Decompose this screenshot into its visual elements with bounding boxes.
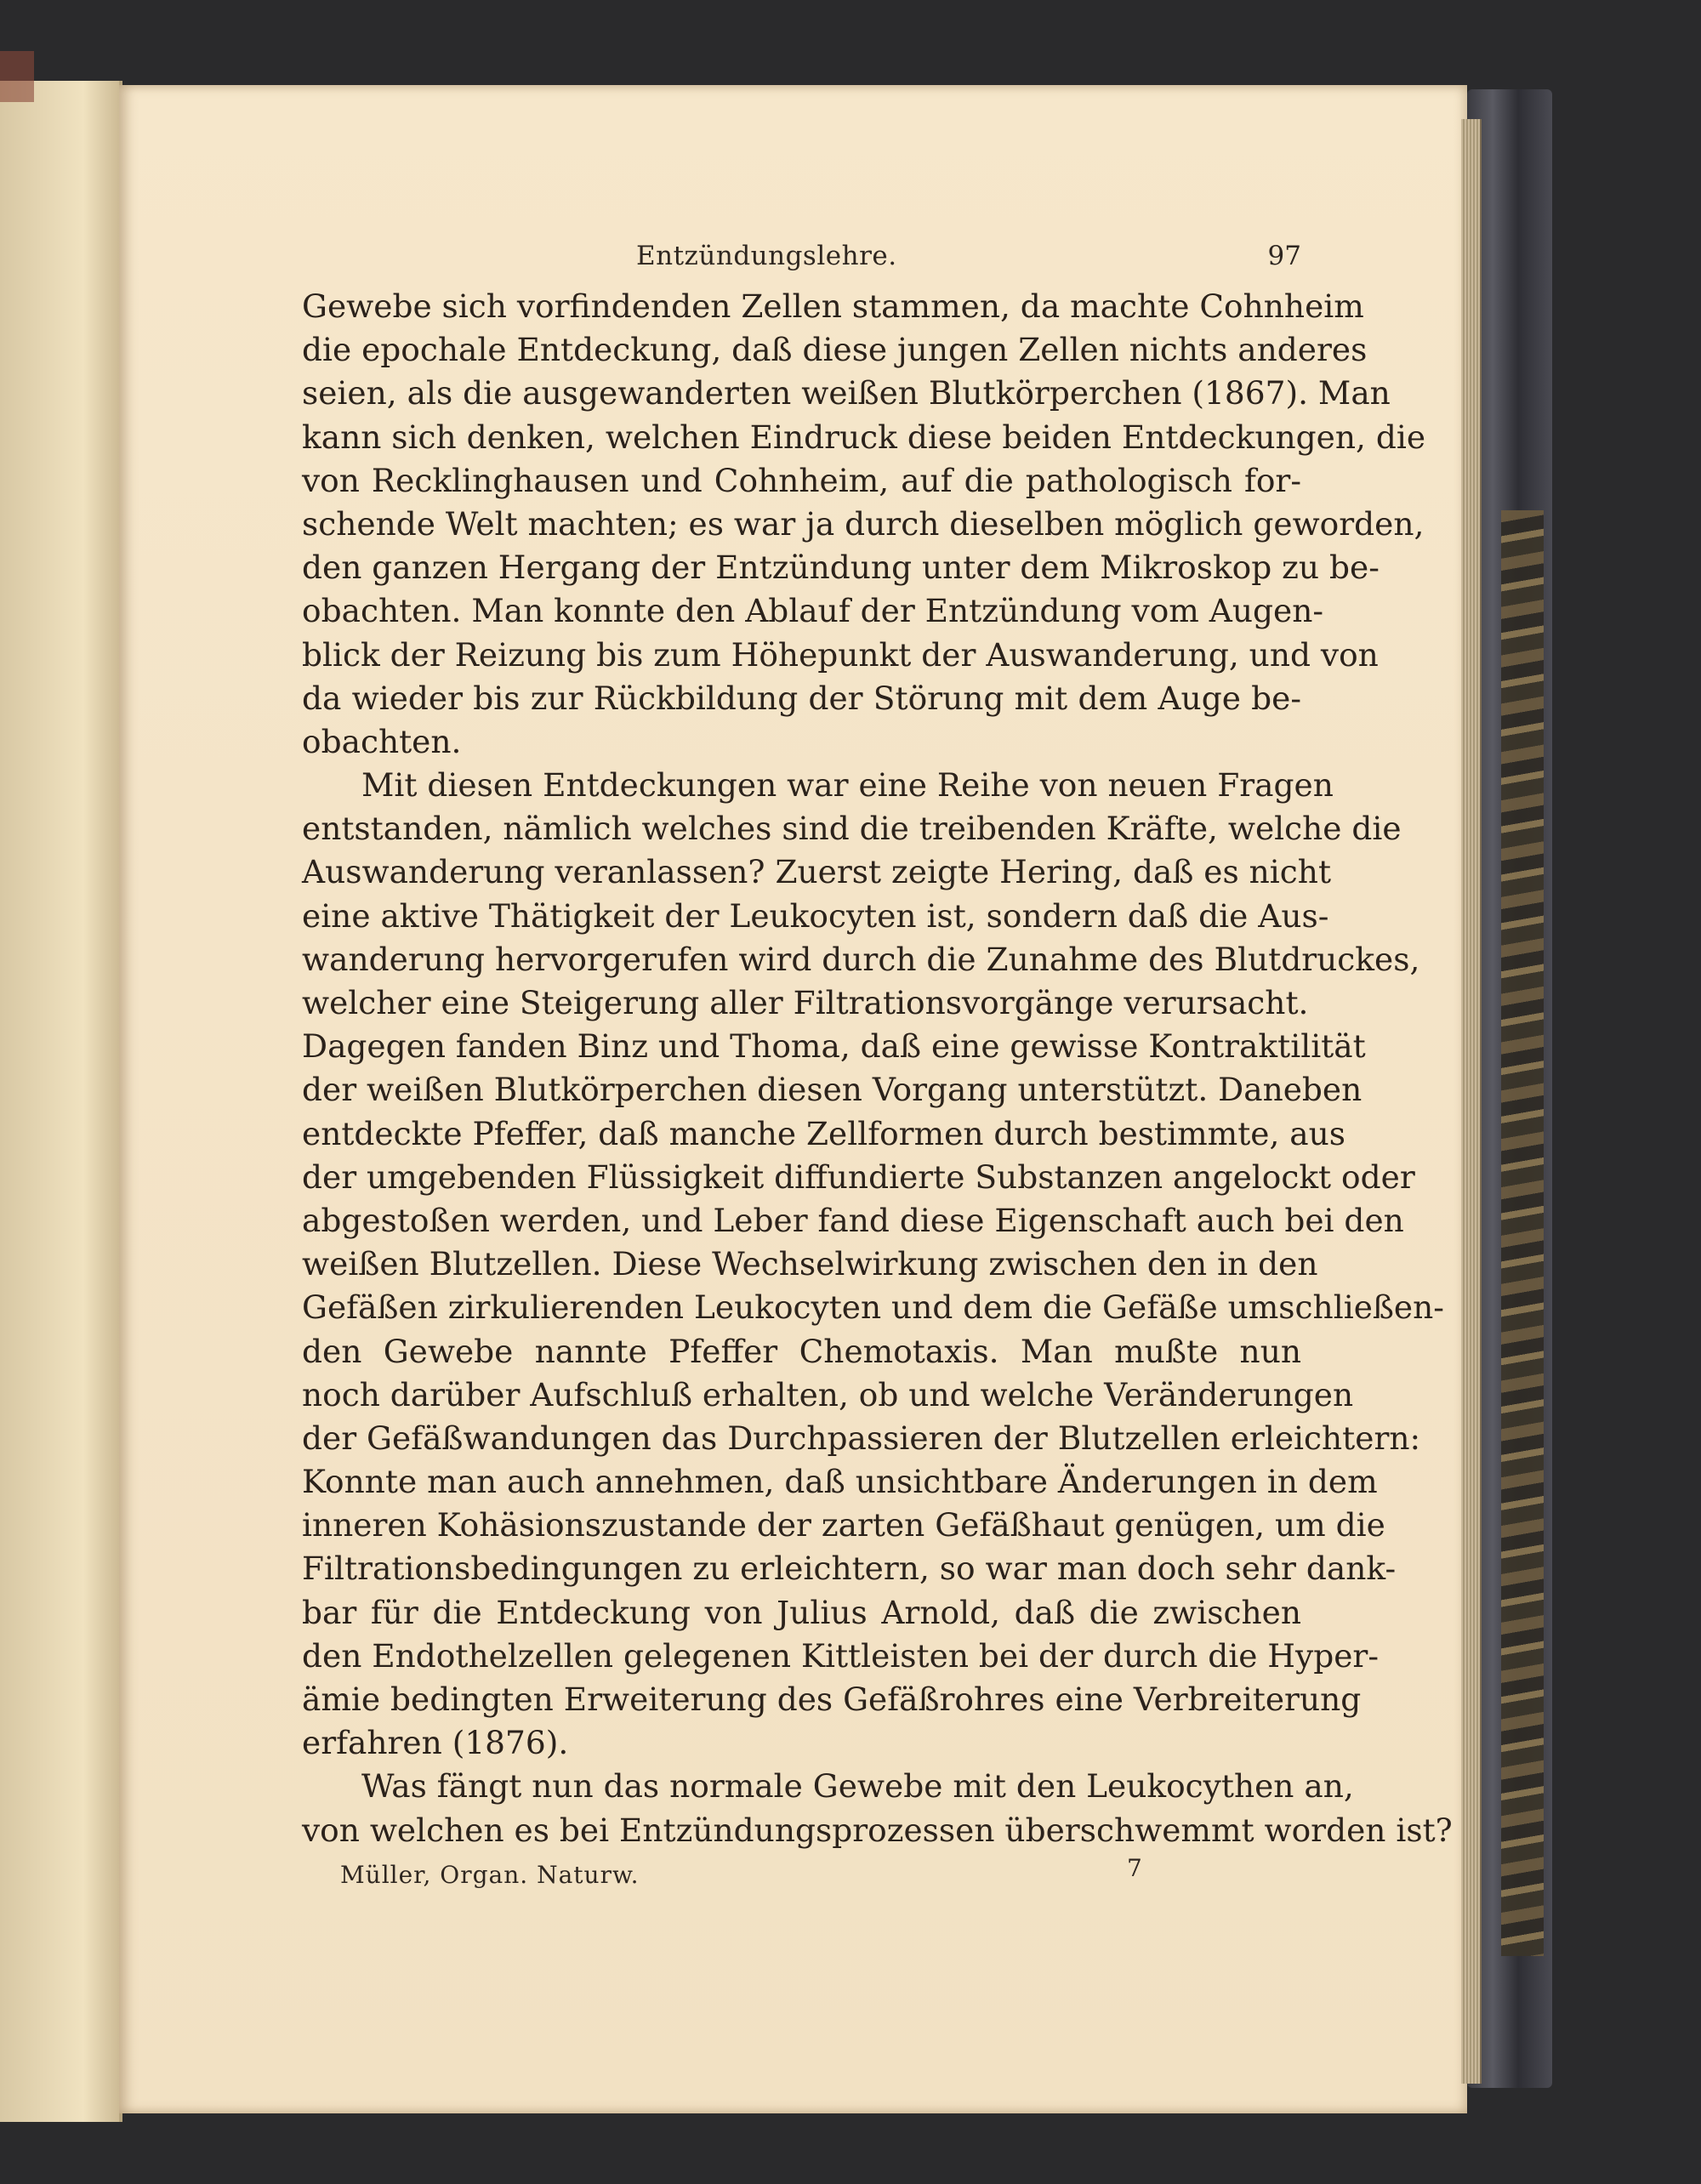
text-line: Filtrationsbedingungen zu erleichtern, so war man doch sehr dank- <box>302 1550 1397 1588</box>
text-line: der weißen Blutkörperchen diesen Vorgang unterstützt. Daneben <box>302 1071 1363 1109</box>
body-text <box>302 285 1453 1852</box>
signature-mark: Müller, Organ. Naturw. <box>340 1860 640 1889</box>
text-line: noch darüber Aufschluß erhalten, ob und welche Veränderungen <box>302 1375 1354 1413</box>
text-line: Auswanderung veranlassen? Zuerst zeigte Hering, daß es nicht <box>302 853 1332 891</box>
running-head <box>302 234 1301 285</box>
text-line: Gewebe sich vorfindenden Zellen stammen, da machte Cohnheim <box>302 287 1364 325</box>
text-line: wanderung hervorgerufen wird durch die Zunahme des Blutdruckes, <box>302 940 1420 978</box>
text-line: Mit diesen Entdeckungen war eine Reihe von neuen Fragen <box>361 766 1334 805</box>
page-content <box>302 234 1453 1897</box>
spine-decoration <box>1501 510 1544 1956</box>
text-line: von welchen es bei Entzündungsprozessen überschwemmt worden ist? <box>302 1811 1453 1849</box>
text-line: erfahren (1876). <box>302 1724 569 1762</box>
text-line: den ganzen Hergang der Entzündung unter dem Mikroskop zu be- <box>302 549 1380 587</box>
text-line: bar für die Entdeckung von Julius Arnold, daß die zwischen <box>302 1593 1301 1631</box>
text-line: den Gewebe nannte Pfeffer Chemotaxis. Man mußte nun <box>302 1332 1301 1370</box>
running-head-title: Entzündungslehre. <box>636 241 897 271</box>
text-line: abgestoßen werden, und Leber fand diese Eigenschaft auch bei den <box>302 1201 1404 1239</box>
text-line: von Recklinghausen und Cohnheim, auf die pathologisch for- <box>302 461 1301 499</box>
sheet-number: 7 <box>1127 1853 1142 1882</box>
text-line: entdeckte Pfeffer, daß manche Zellformen durch bestimmte, aus <box>302 1114 1346 1152</box>
left-page-edge <box>0 81 122 2122</box>
book-page <box>119 85 1467 2113</box>
text-line: Gefäßen zirkulierenden Leukocyten und dem die Gefäße umschließen- <box>302 1288 1444 1327</box>
page-block-edge <box>1461 119 1482 2084</box>
text-line: obachten. <box>302 722 462 760</box>
text-line: obachten. Man konnte den Ablauf der Entzündung vom Augen- <box>302 592 1324 630</box>
page-footer <box>302 1854 1301 1897</box>
text-line: blick der Reizung bis zum Höhepunkt der Auswanderung, und von <box>302 635 1379 674</box>
text-line: die epochale Entdeckung, daß diese jungen Zellen nichts anderes <box>302 331 1368 369</box>
text-line: eine aktive Thätigkeit der Leukocyten ist, sondern daß die Aus- <box>302 896 1329 935</box>
text-line: ämie bedingten Erweiterung des Gefäßrohres eine Verbreiterung <box>302 1681 1362 1718</box>
text-line: seien, als die ausgewanderten weißen Blutkörperchen (1867). Man <box>302 374 1391 412</box>
text-line: der umgebenden Flüssigkeit diffundierte Substanzen angelockt oder <box>302 1157 1415 1196</box>
text-line: kann sich denken, welchen Eindruck diese beiden Entdeckungen, die <box>302 418 1426 456</box>
text-line: Was fängt nun das normale Gewebe mit den Leukocythen an, <box>361 1767 1354 1806</box>
text-line: weißen Blutzellen. Diese Wechselwirkung zwischen den in den <box>302 1245 1318 1283</box>
page-number: 97 <box>1267 241 1301 271</box>
text-line: den Endothelzellen gelegenen Kittleisten bei der durch die Hyper- <box>302 1636 1379 1675</box>
text-line: der Gefäßwandungen das Durchpassieren der Blutzellen erleichtern: <box>302 1419 1421 1457</box>
text-line: entstanden, nämlich welches sind die treibenden Kräfte, welche die <box>302 810 1402 848</box>
text-line: welcher eine Steigerung aller Filtrationsvorgänge verursacht. <box>302 984 1309 1021</box>
text-line: Dagegen fanden Binz und Thoma, daß eine gewisse Kontraktilität <box>302 1027 1366 1066</box>
text-line: Konnte man auch annehmen, daß unsichtbare Änderungen in dem <box>302 1463 1378 1501</box>
left-cover-corner <box>0 51 34 102</box>
text-line: inneren Kohäsionszustande der zarten Gefäßhaut genügen, um die <box>302 1506 1385 1544</box>
text-line: da wieder bis zur Rückbildung der Störung mit dem Auge be- <box>302 679 1301 717</box>
text-line: schende Welt machten; es war ja durch dieselben möglich geworden, <box>302 504 1425 543</box>
